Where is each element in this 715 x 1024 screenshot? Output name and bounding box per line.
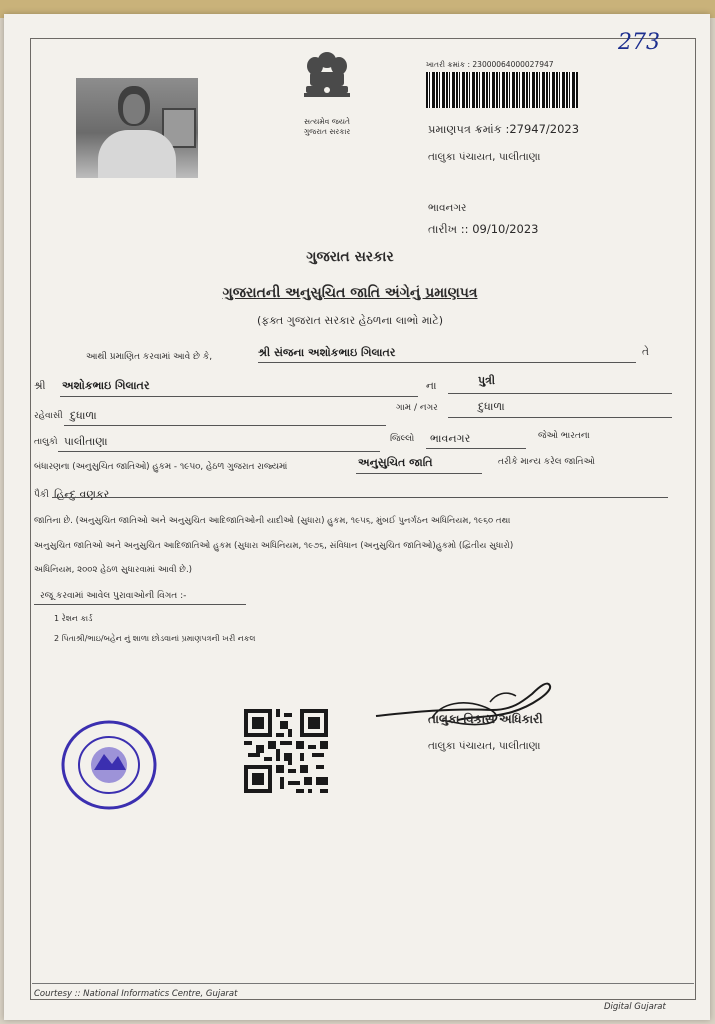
district-label: જિલ્લો [390, 434, 415, 444]
order-label: બંધારણના (અનુસુચિત જાતિઓ) હુકમ - ૧૯૫૦, હેઠળ ગુજરાત રાજ્યમાં [34, 462, 288, 472]
father-suffix: ના [426, 380, 437, 392]
district-value: ભાવનગર [430, 432, 471, 445]
legal-para-line1: જાતિના છે. (અનુસુચિત જાતિઓ અને અનુસુચિત આદિજાતિઓની યાદીઓ (સુધારા) હુકમ, ૧૯૫૬, મુંબઈ પુનર્ગઠન અધિનિયમ, ૧૯૬૦ તથા [34, 516, 511, 526]
signatory-office: તાલુકા પંચાયત, પાલીતાણા [428, 740, 541, 752]
certificate-subtitle: (ફક્ત ગુજરાત સરકાર હેઠળના લાભો માટે) [256, 314, 444, 327]
resident-label: રહેવાસી [34, 411, 63, 421]
caste-prefix: પૈકી [34, 490, 49, 500]
official-seal-icon [60, 718, 158, 812]
applicant-name: શ્રી સંજના અશોકભાઇ ગિલાતર [258, 346, 396, 359]
government-title: ગુજરાત સરકાર [306, 249, 394, 265]
signatory-designation: તાલુકા વિકાસ અધિકારી [428, 712, 543, 726]
legal-para-line3: અધિનિયમ, ૨૦૦૨ હેઠળ સુધારવામાં આવી છે.) [34, 565, 193, 575]
issue-date: તારીખ :: 09/10/2023 [428, 222, 539, 236]
qr-code-icon [240, 705, 332, 797]
legal-para-line2: અનુસુચિત જાતિઓ અને અનુસુચિત આદિજાતિઓ હુકમ (સુધારા અધિનિયમ, ૧૯૭૬, સંવિધાન (અનુસુચિત જાતિઓ)હુકમો (દ્વિતીય સુધારો) [34, 541, 514, 551]
evidence-heading: રજૂ કરવામાં આવેલ પુરાવાઓની વિગત :- [40, 591, 187, 601]
resident-value: દુધાળા [70, 409, 97, 422]
relation: પુત્રી [478, 374, 496, 387]
father-name: અશોકભાઇ ગિલાતર [62, 379, 150, 392]
category-suffix: તરીકે માન્ય કરેલ જાતિઓ [498, 457, 595, 467]
father-prefix: શ્રી [34, 380, 46, 392]
evidence-item: 2 પિતાશ્રી/ભાઇ/બહેન નું શાળા છોડવાનાં પ્રમાણપત્રની ખરી નકલ [54, 634, 256, 643]
barcode-label: ખાતરી ક્રમાંક : 23000064000027947 [426, 60, 554, 69]
issuing-district: ભાવનગર [428, 202, 467, 214]
footer-brand: Digital Gujarat [604, 1002, 666, 1012]
handwritten-number: 273 [618, 30, 660, 55]
barcode [426, 72, 578, 108]
emblem-caption: ગુજરાત સરકાર [303, 127, 351, 136]
footer-courtesy: Courtesy :: National Informatics Centre, Gujarat [34, 989, 238, 999]
name-suffix: તે [642, 346, 649, 358]
state-emblem-icon [292, 46, 362, 116]
emblem-motto: સત્યમેવ જયતે [304, 117, 350, 126]
certificate-title: ગુજરાતની અનુસુચિત જાતિ અંગેનું પ્રમાણપત્ર [222, 285, 478, 301]
intro-label: આથી પ્રમાણિત કરવામાં આવે છે કે, [86, 352, 213, 362]
taluka-value: પાલીતાણા [64, 435, 108, 448]
certificate-number: પ્રમાણપત્ર ક્રમાંક :27947/2023 [428, 122, 580, 136]
applicant-photo [76, 78, 198, 178]
taluka-label: તાલુકો [34, 437, 58, 447]
category-value: અનુસુચિત જાતિ [358, 456, 433, 469]
district-suffix: જેઓ ભારતના [538, 431, 590, 441]
village-value: દુધાળા [478, 400, 505, 413]
issuing-office: તાલુકા પંચાયત, પાલીતાણા [428, 151, 541, 163]
caste-value: હિન્દુ વણકર [54, 488, 110, 501]
evidence-item: 1 રેશન કાર્ડ [54, 614, 93, 623]
village-label: ગામ / નગર [396, 403, 438, 413]
